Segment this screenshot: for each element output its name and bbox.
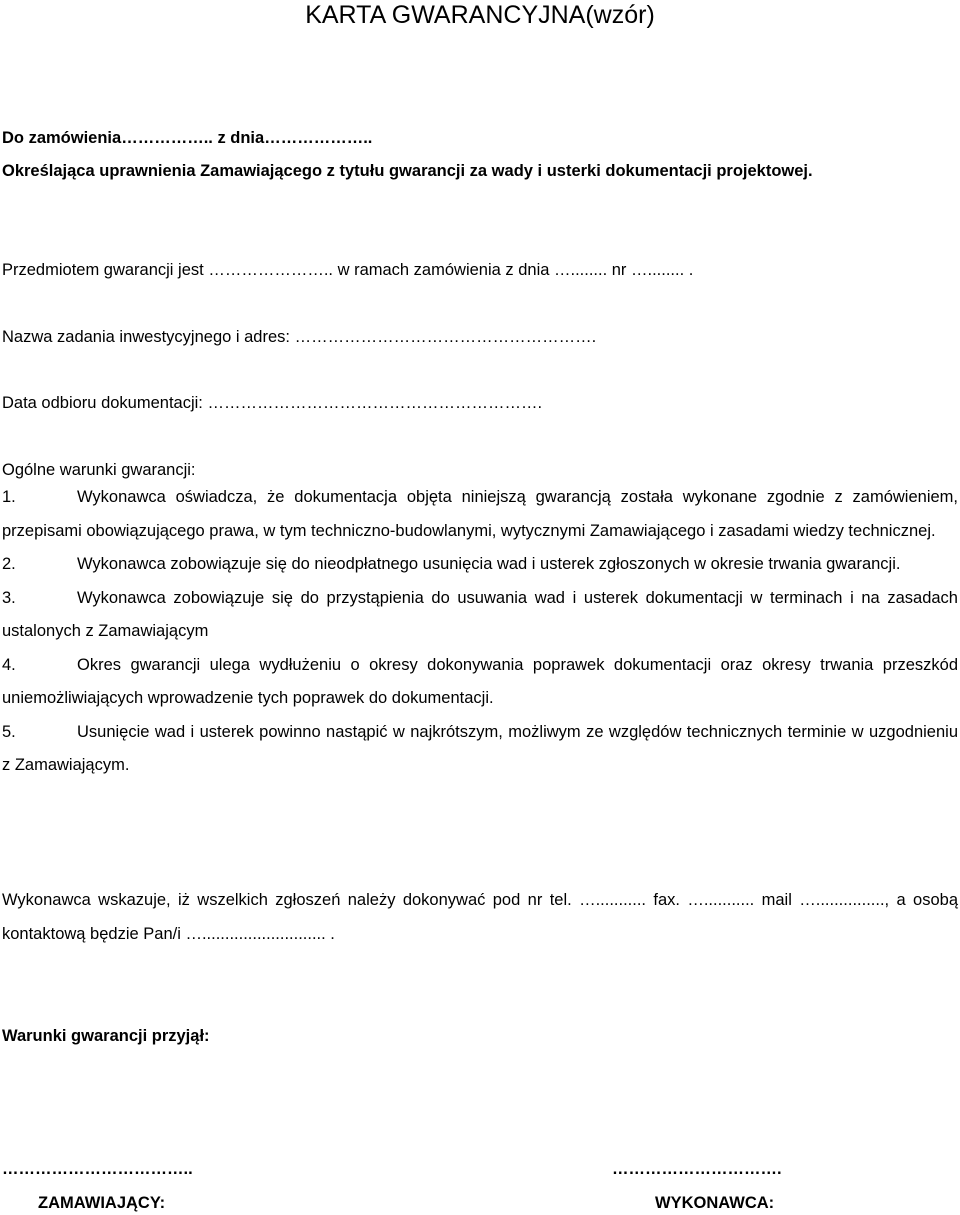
term-number: 5.: [2, 722, 16, 741]
term-text: Wykonawca oświadcza, że dokumentacja objęta niniejszą gwarancją została wykonane zgodnie z zamówieniem, przepisami obowiązującego prawa, w tym techniczno-budowlanymi, wytycznymi Zamawiającego i zasadami wiedzy technicznej.: [2, 488, 958, 540]
term-number: 4.: [2, 655, 16, 674]
document-title: KARTA GWARANCYJNA(wzór): [305, 1, 655, 29]
term-item-5: [2, 716, 958, 783]
term-number: 2.: [2, 555, 16, 573]
term-item-4: [2, 649, 958, 716]
term-number: 1.: [2, 488, 16, 506]
contractor-label: WYKONAWCA:: [655, 1194, 775, 1212]
contracting-authority-label: ZAMAWIAJĄCY:: [38, 1194, 166, 1212]
acceptance-date-line: Data odbioru dokumentacji: …………………………………………………….: [2, 394, 543, 412]
general-terms-heading: Ogólne warunki gwarancji:: [2, 461, 196, 479]
term-item-1: [2, 481, 958, 548]
term-item-2: [2, 548, 958, 582]
contact-paragraph: Wykonawca wskazuje, iż wszelkich zgłoszeń należy dokonywać pod nr tel. …........... fax. …........... mail …..............., a osobą kontaktową będzie Pan/i …........................... .: [2, 891, 958, 943]
warranty-subject-line: Przedmiotem gwarancji jest ………………….. w ramach zamówienia z dnia …........ nr …........ .: [2, 261, 694, 279]
contractor-signature-line: ………………………….: [612, 1160, 782, 1178]
term-text: Okres gwarancji ulega wydłużeniu o okresy dokonywania poprawek dokumentacji oraz okresy trwania przeszkód uniemożliwiających wprowadzenie tych poprawek do dokumentacji.: [2, 655, 958, 707]
term-text: Wykonawca zobowiązuje się do przystąpienia do usuwania wad i usterek dokumentacji w terminach i na zasadach ustalonych z Zamawiającym: [2, 588, 958, 640]
accepted-by-heading: Warunki gwarancji przyjął:: [2, 1027, 210, 1045]
order-reference-line: Do zamówienia…………….. z dnia………………..: [2, 129, 373, 147]
contracting-authority-signature-line: ……………………………..: [2, 1160, 193, 1178]
term-text: Usunięcie wad i usterek powinno nastąpić w najkrótszym, możliwym ze względów technicznych terminie w uzgodnieniu z Zamawiającym.: [2, 722, 958, 774]
scope-description-line: Określająca uprawnienia Zamawiającego z tytułu gwarancji za wady i usterki dokumentacji projektowej.: [2, 162, 813, 180]
project-name-address-line: Nazwa zadania inwestycyjnego i adres: ……………………………………………….: [2, 328, 597, 346]
term-number: 3.: [2, 588, 16, 607]
general-terms-list: [2, 481, 958, 783]
term-item-3: [2, 582, 958, 649]
term-text: Wykonawca zobowiązuje się do nieodpłatnego usunięcia wad i usterek zgłoszonych w okresie trwania gwarancji.: [77, 555, 901, 573]
